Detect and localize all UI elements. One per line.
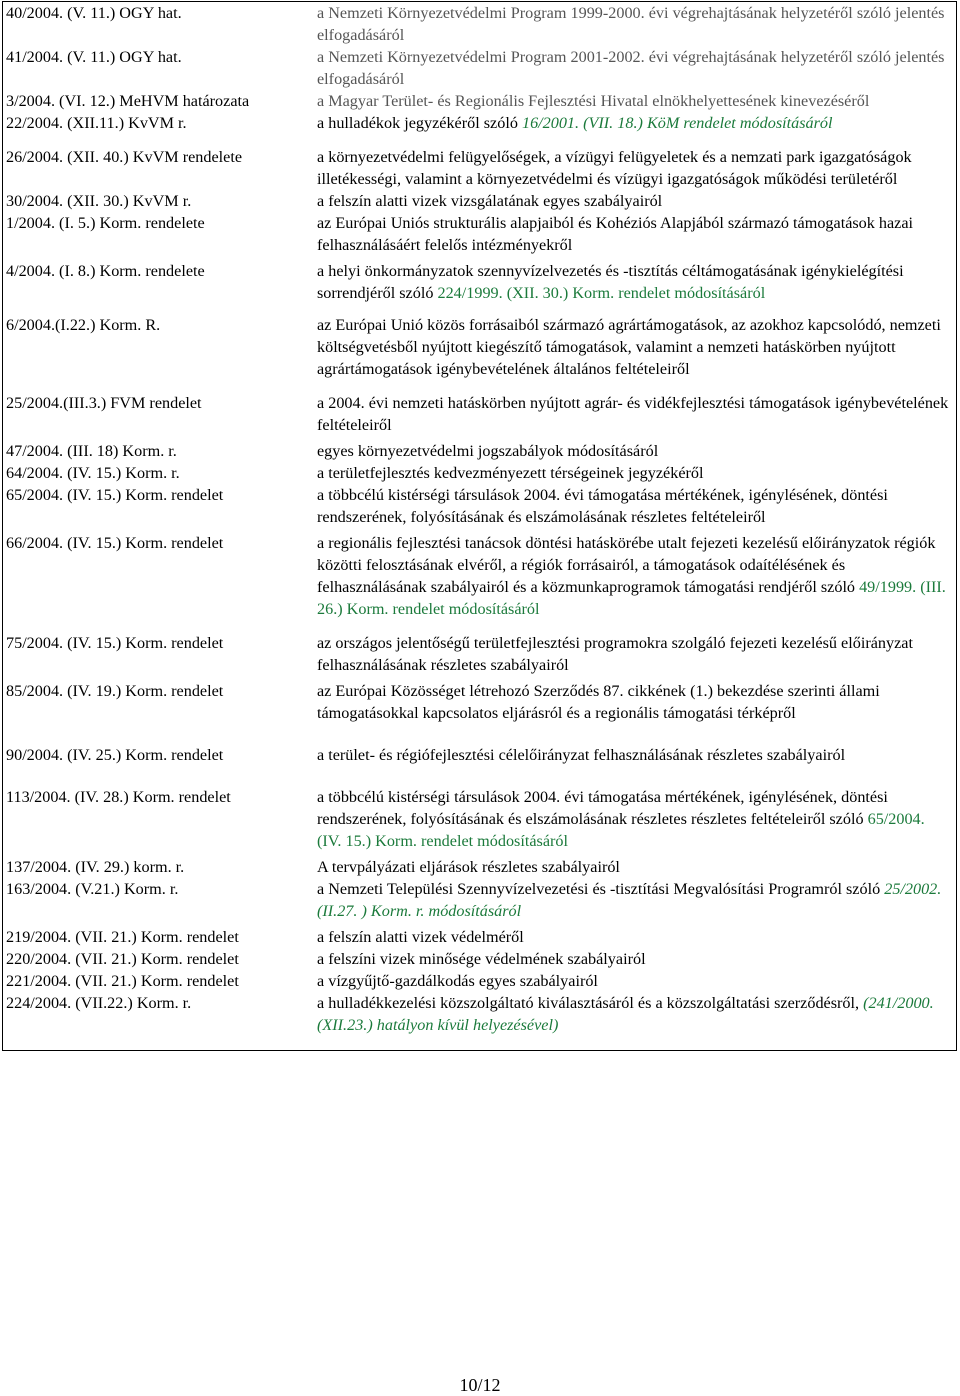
- description-segment: a hulladékkezelési közszolgáltató kiválasztásáról és a közszolgáltatási szerződésről,: [317, 994, 864, 1012]
- regulation-description: [311, 632, 957, 680]
- table-row: [3, 532, 957, 632]
- regulation-reference: 30/2004. (XII. 30.) KvVM r.: [6, 192, 192, 210]
- regulation-description: [311, 462, 957, 484]
- description-segment: a környezetvédelmi felügyelőségek, a vízügyi felügyeletek és a nemzati park igazgatóságok illetékességi, valamint a környezetvédelmi és vízügyi igazgatóságok működési területéről: [317, 148, 912, 188]
- regulation-reference: 1/2004. (I. 5.) Korm. rendelete: [6, 214, 205, 232]
- table-row: [3, 856, 957, 878]
- table-row: [3, 970, 957, 992]
- description-segment: egyes környezetvédelmi jogszabályok módosításáról: [317, 442, 659, 460]
- description-segment: a területfejlesztés kedvezményezett térségeinek jegyzékéről: [317, 464, 704, 482]
- description-segment: a hulladékok jegyzékéről szóló: [317, 114, 522, 132]
- regulation-description: [311, 212, 957, 260]
- regulation-description: [311, 878, 957, 926]
- regulation-reference: 90/2004. (IV. 25.) Korm. rendelet: [6, 746, 224, 764]
- regulation-description: [311, 926, 957, 948]
- regulation-reference: 75/2004. (IV. 15.) Korm. rendelet: [6, 634, 224, 652]
- description-segment: (241/2000. (XII.23.) hatályon kívül helyezésével): [317, 994, 934, 1034]
- table-row: [3, 146, 957, 190]
- regulation-description: [311, 260, 957, 314]
- regulation-description: [311, 46, 957, 90]
- description-segment: a 2004. évi nemzeti hatáskörben nyújtott agrár- és vidékfejlesztési támogatások igénybevételének feltételeiről: [317, 394, 949, 434]
- regulation-reference: 26/2004. (XII. 40.) KvVM rendelete: [6, 148, 243, 166]
- description-segment: a vízgyűjtő-gazdálkodás egyes szabályairól: [317, 972, 598, 990]
- regulation-description: [311, 532, 957, 632]
- description-segment: az Európai Közösséget létrehozó Szerződés 87. cikkének (1.) bekezdése szerinti állami támogatásokkal kapcsolatos eljárásról és a regionális támogatási térképről: [317, 682, 880, 722]
- description-segment: a regionális fejlesztési tanácsok döntési hatáskörébe utalt fejezeti kezelésű előirányzatok régiók közötti felosztásának elvéről, a régiók forrásairól, a támogatások odaítélésének és felhasználásának szabályairól és a közmunkaprogramok támogatási rendjéről szóló: [317, 534, 936, 596]
- regulations-table: [2, 1, 957, 1051]
- regulation-reference: 25/2004.(III.3.) FVM rendelet: [6, 394, 202, 412]
- regulation-reference: 3/2004. (VI. 12.) MeHVM határozata: [6, 92, 250, 110]
- regulation-description: [311, 680, 957, 744]
- table-row: [3, 112, 957, 146]
- table-row: [3, 2, 957, 47]
- description-segment: A tervpályázati eljárások részletes szabályairól: [317, 858, 620, 876]
- regulation-description: [311, 314, 957, 392]
- regulation-reference: 65/2004. (IV. 15.) Korm. rendelet: [6, 486, 224, 504]
- description-segment: 65/2004. (IV. 15.) Korm. rendelet módosításáról: [317, 810, 925, 850]
- regulation-reference: 137/2004. (IV. 29.) korm. r.: [6, 858, 185, 876]
- regulation-description: [311, 484, 957, 532]
- table-row: [3, 878, 957, 926]
- table-row: [3, 926, 957, 948]
- regulation-reference: 64/2004. (IV. 15.) Korm. r.: [6, 464, 180, 482]
- table-row: [3, 46, 957, 90]
- regulation-reference: 41/2004. (V. 11.) OGY hat.: [6, 48, 182, 66]
- regulation-description: [311, 2, 957, 47]
- table-row: [3, 744, 957, 786]
- description-segment: a helyi önkormányzatok szennyvízelvezetés és -tisztítás céltámogatásának igénykielégítési sorrendjéről szóló: [317, 262, 904, 302]
- regulation-reference: 85/2004. (IV. 19.) Korm. rendelet: [6, 682, 224, 700]
- description-segment: 49/1999. (III. 26.) Korm. rendelet módosításáról: [317, 578, 946, 618]
- description-segment: a Magyar Terület- és Regionális Fejlesztési Hivatal elnökhelyettesének kinevezéséről: [317, 92, 870, 110]
- regulation-description: [311, 146, 957, 190]
- description-segment: a Nemzeti Települési Szennyvízelvezetési és -tisztítási Megvalósítási Programról szóló: [317, 880, 885, 898]
- description-segment: a felszín alatti vizek vizsgálatának egyes szabályairól: [317, 192, 663, 210]
- description-segment: a terület- és régiófejlesztési célelőirányzat felhasználásának részletes szabályairól: [317, 746, 846, 764]
- regulation-description: [311, 948, 957, 970]
- description-segment: 16/2001. (VII. 18.) KöM rendelet módosításáról: [521, 114, 833, 132]
- description-segment: 25/2002. (II.27. ) Korm. r. módosításáról: [317, 880, 942, 920]
- regulation-description: [311, 90, 957, 112]
- description-segment: az Európai Uniós strukturális alapjaiból és Kohéziós Alapjából származó támogatások hazai felhasználásáért felelős intézményekről: [317, 214, 914, 254]
- table-row: [3, 680, 957, 744]
- table-body: [3, 2, 957, 1051]
- regulation-reference: 113/2004. (IV. 28.) Korm. rendelet: [6, 788, 231, 806]
- table-row: [3, 462, 957, 484]
- table-row: [3, 484, 957, 532]
- table-row: [3, 948, 957, 970]
- description-segment: a Nemzeti Környezetvédelmi Program 2001-2002. évi végrehajtásának helyzetéről szóló jelentés elfogadásáról: [317, 48, 945, 88]
- regulation-reference: 221/2004. (VII. 21.) Korm. rendelet: [6, 972, 239, 990]
- regulation-reference: 6/2004.(I.22.) Korm. R.: [6, 316, 161, 334]
- regulation-description: [311, 856, 957, 878]
- regulation-reference: 66/2004. (IV. 15.) Korm. rendelet: [6, 534, 224, 552]
- regulation-reference: 219/2004. (VII. 21.) Korm. rendelet: [6, 928, 239, 946]
- table-row: [3, 190, 957, 212]
- regulation-description: [311, 392, 957, 440]
- regulation-reference: 22/2004. (XII.11.) KvVM r.: [6, 114, 187, 132]
- regulation-reference: 40/2004. (V. 11.) OGY hat.: [6, 4, 182, 22]
- table-row: [3, 992, 957, 1051]
- regulation-description: [311, 744, 957, 786]
- regulation-reference: 224/2004. (VII.22.) Korm. r.: [6, 994, 192, 1012]
- table-row: [3, 632, 957, 680]
- description-segment: a felszíni vizek minősége védelmének szabályairól: [317, 950, 646, 968]
- regulation-description: [311, 970, 957, 992]
- description-segment: a többcélú kistérségi társulások 2004. évi támogatása mértékének, igénylésének, döntési rendszerének, folyósításának és elszámolásának részletes feltételeiről: [317, 486, 888, 526]
- description-segment: az Európai Unió közös forrásaiból származó agrártámogatások, az azokhoz kapcsolódó, nemzeti költségvetésből nyújtott kiegészítő támogatások, valamint a nemzeti hatáskörben nyújtott agrártámogatások igénybevételének általános feltételeiről: [317, 316, 941, 378]
- regulation-description: [311, 992, 957, 1051]
- regulation-description: [311, 440, 957, 462]
- table-row: [3, 90, 957, 112]
- table-row: [3, 314, 957, 392]
- regulation-reference: 47/2004. (III. 18) Korm. r.: [6, 442, 177, 460]
- table-row: [3, 392, 957, 440]
- table-row: [3, 786, 957, 856]
- description-segment: a többcélú kistérségi társulások 2004. évi támogatása mértékének, igénylésének, döntési rendszerének, folyósításának és elszámolásának részletes részletes feltételeiről szóló: [317, 788, 888, 828]
- table-row: [3, 212, 957, 260]
- description-segment: 224/1999. (XII. 30.) Korm. rendelet módosításáról: [437, 284, 766, 302]
- regulation-description: [311, 190, 957, 212]
- description-segment: a felszín alatti vizek védelméről: [317, 928, 524, 946]
- regulation-reference: 163/2004. (V.21.) Korm. r.: [6, 880, 179, 898]
- table-row: [3, 440, 957, 462]
- regulation-description: [311, 112, 957, 146]
- regulation-reference: 4/2004. (I. 8.) Korm. rendelete: [6, 262, 205, 280]
- description-segment: az országos jelentőségű területfejlesztési programokra szolgáló fejezeti kezelésű előirányzat felhasználásának részletes szabályairól: [317, 634, 913, 674]
- regulation-reference: 220/2004. (VII. 21.) Korm. rendelet: [6, 950, 239, 968]
- description-segment: a Nemzeti Környezetvédelmi Program 1999-2000. évi végrehajtásának helyzetéről szóló jelentés elfogadásáról: [317, 4, 945, 44]
- regulation-description: [311, 786, 957, 856]
- page-number: 10/12: [459, 1375, 501, 1395]
- table-row: [3, 260, 957, 314]
